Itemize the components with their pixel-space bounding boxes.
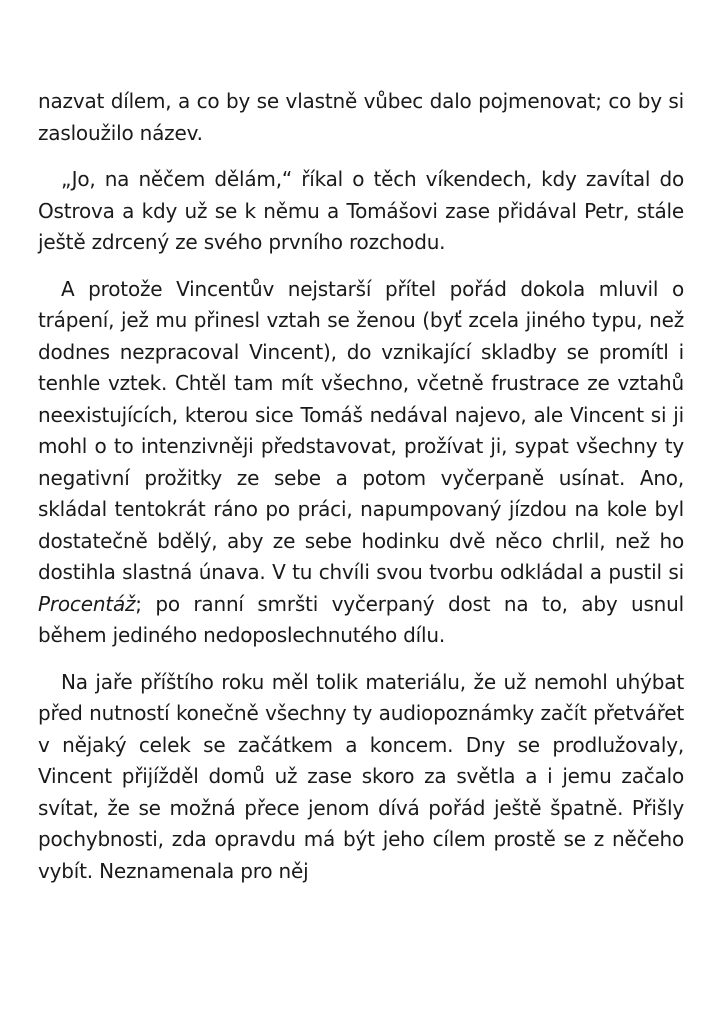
paragraph-2: „Jo, na něčem dělám,“ říkal o těch víkendech, kdy zavítal do Ostrova a kdy už se k němu a Tomášovi zase přidával Petr, stále ještě zdrcený ze svého prvního rozchodu.: [38, 167, 684, 254]
paragraph-3-text-end: ; po ranní smršti vyčerpaný dost na to, aby usnul během jediného nedoposlechnutého dílu.: [38, 591, 684, 647]
paragraph-1: nazvat dílem, a co by se vlastně vůbec dalo pojmenovat; co by si zasloužilo název.: [38, 89, 684, 145]
paragraph-3: [38, 274, 684, 652]
paragraph-3-text-start: A protože Vincentův nejstarší přítel pořád dokola mluvil o trápení, jež mu přinesl vztah se ženou (byť zcela jiného typu, než dodnes nezpracoval Vincent), do vznikající skladby se promítl i tenhle vztek. Chtěl tam mít všechno, včetně frustrace ze vztahů neexistujících, kterou sice Tomáš nedával najevo, ale Vincent si ji mohl o to intenzivněji představovat, prožívat ji, sypat všechny ty negativní prožitky ze sebe a potom vyčerpaně usínat. Ano, skládal tentokrát ráno po práci, napumpovaný jízdou na kole byl dostatečně bdělý, aby ze sebe hodinku dvě něco chrlil, než ho dostihla slastná únava. V tu chvíli svou tvorbu odkládal a pustil si: [38, 276, 684, 584]
italic-title: Procentáž: [38, 591, 136, 616]
body-text: [38, 86, 684, 887]
paragraph-4: Na jaře příštího roku měl tolik materiálu, že už nemohl uhýbat před nutností konečně všechny ty audiopoznámky začít přetvářet v nějaký celek se začátkem a koncem. Dny se prodlužovaly, Vincent přijížděl domů už zase skoro za světla a i jemu začalo svítat, že se možná přece jenom dívá pořád ještě špatně. Přišly pochybnosti, zda opravdu má být jeho cílem prostě se z něčeho vybít. Neznamenala pro něj: [38, 669, 684, 883]
